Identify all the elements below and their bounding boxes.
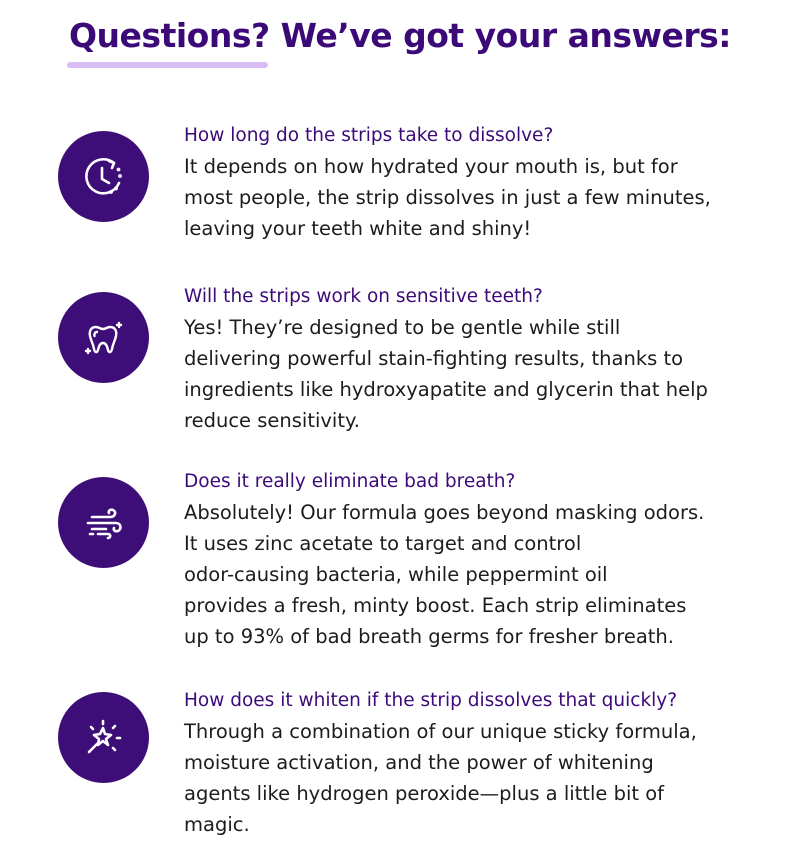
faq-answer: Yes! They’re designed to be gentle while still delivering powerful stain-fighting results, thanks to ingredients like hydroxyapatite and glycerin that help reduce sensitivity. — [184, 316, 708, 432]
title-underline — [67, 62, 268, 68]
clock-icon — [58, 131, 149, 222]
magic-wand-icon — [58, 692, 149, 783]
faq-answer: Absolutely! Our formula goes beyond masking odors. It uses zinc acetate to target and control odor-causing bacteria, while peppermint oil provides a fresh, minty boost. Each strip eliminates up to 93% of bad breath germs for fresher breath. — [184, 501, 705, 648]
faq-question: Will the strips work on sensitive teeth? — [184, 286, 543, 307]
faq-answer: Through a combination of our unique sticky formula, moisture activation, and the power of whitening agents like hydrogen peroxide—plus a little bit of magic. — [184, 720, 697, 836]
tooth-sparkle-icon — [58, 292, 149, 383]
faq-question: How does it whiten if the strip dissolves that quickly? — [184, 690, 678, 711]
faq-answer: It depends on how hydrated your mouth is, but for most people, the strip dissolves in just a few minutes, leaving your teeth white and shiny! — [184, 155, 711, 240]
wind-icon — [58, 477, 149, 568]
page-title: Questions? We’ve got your answers: — [69, 16, 731, 55]
faq-question: Does it really eliminate bad breath? — [184, 471, 516, 492]
faq-question: How long do the strips take to dissolve? — [184, 125, 554, 146]
